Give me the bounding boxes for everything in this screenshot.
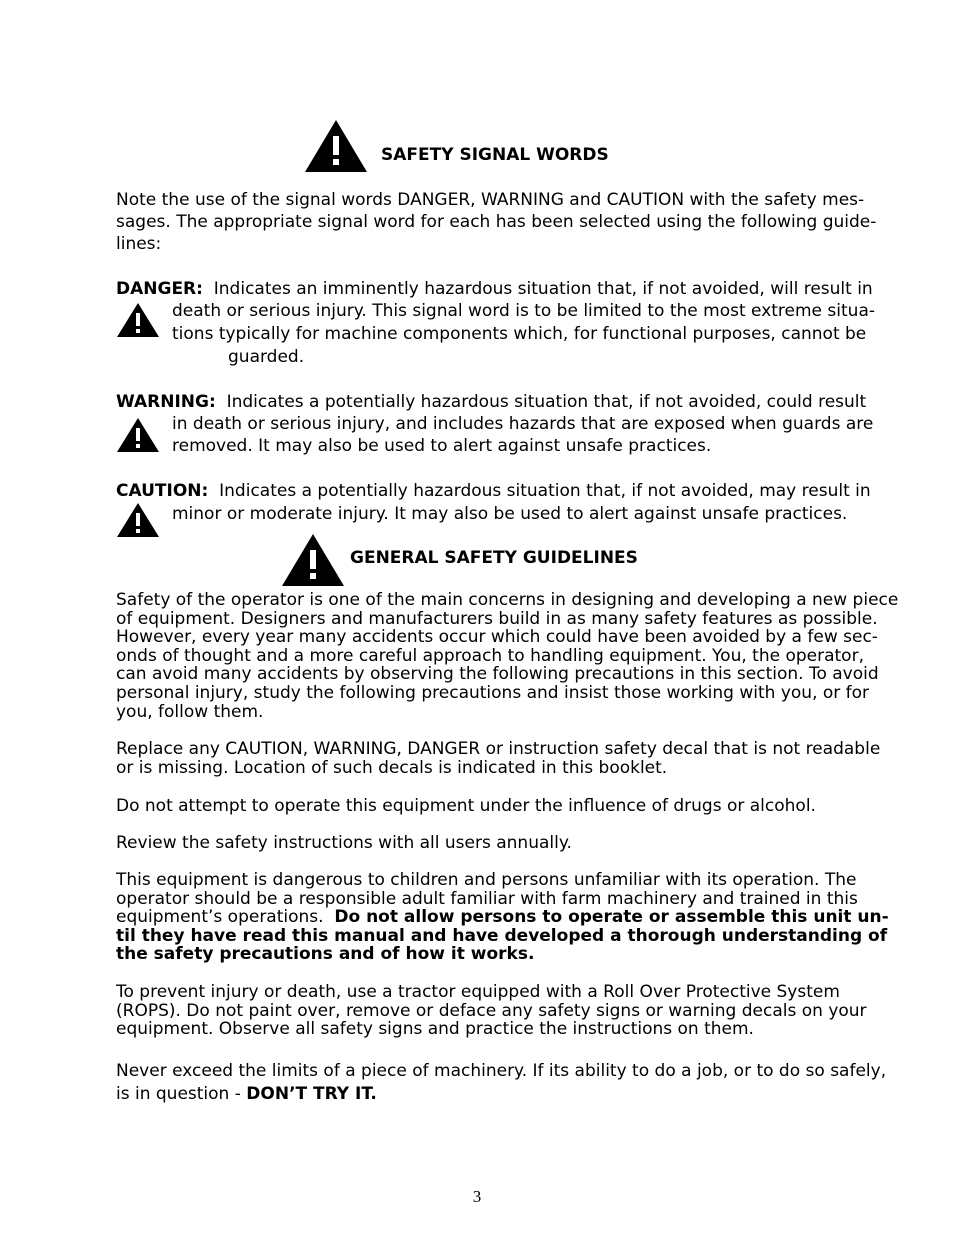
- danger-text: guarded.: [228, 347, 305, 367]
- warning-text: Indicates a potentially hazardous situation that, if not avoided, could result: [215, 392, 867, 412]
- paragraph-text: is in question -: [116, 1084, 247, 1104]
- emphasis-text: DON’T TRY IT.: [246, 1084, 377, 1104]
- paragraph-limits-last-line: [116, 1084, 377, 1104]
- caution-text: minor or moderate injury. It may also be used to alert against unsafe practices.: [172, 504, 848, 524]
- paragraph-line: can avoid many accidents by observing the following precautions in this section. To avoid: [116, 664, 879, 685]
- paragraph-limits: Never exceed the limits of a piece of machinery. If its ability to do a job, or to do so safely,: [116, 1061, 887, 1081]
- paragraph-line: Safety of the operator is one of the main concerns in designing and developing a new piece: [116, 590, 899, 610]
- paragraph-line: operator should be a responsible adult familiar with farm machinery and trained in this: [116, 888, 858, 909]
- paragraph-line: [116, 908, 889, 927]
- intro-line: Note the use of the signal words DANGER, WARNING and CAUTION with the safety mes-: [116, 190, 865, 210]
- warning-first-line: [116, 392, 866, 412]
- paragraph-rops: [116, 983, 867, 1039]
- paragraph-line: equipment. Observe all safety signs and practice the instructions on them.: [116, 1019, 754, 1040]
- intro-line: lines:: [116, 234, 162, 254]
- caution-label: CAUTION:: [116, 481, 209, 501]
- paragraph-review-annually: Review the safety instructions with all users annually.: [116, 833, 572, 853]
- paragraph-line: or is missing. Location of such decals is indicated in this booklet.: [116, 757, 668, 778]
- intro-line: sages. The appropriate signal word for each has been selected using the following guide-: [116, 212, 877, 232]
- paragraph-operator-safety: [116, 591, 898, 721]
- warning-text: in death or serious injury, and includes hazards that are exposed when guards are: [172, 414, 874, 434]
- paragraph-replace-decals: [116, 740, 880, 777]
- paragraph-line: This equipment is dangerous to children and persons unfamiliar with its operation. The: [116, 870, 857, 890]
- danger-text: Indicates an imminently hazardous situation that, if not avoided, will result in: [202, 279, 873, 299]
- emphasis-text: the safety precautions and of how it works.: [116, 944, 535, 965]
- danger-label: DANGER:: [116, 279, 203, 299]
- danger-text: death or serious injury. This signal word is to be limited to the most extreme situa-: [172, 301, 875, 321]
- section-heading-general-safety: GENERAL SAFETY GUIDELINES: [350, 548, 638, 568]
- paragraph-line: of equipment. Designers and manufacturers build in as many safety features as possible.: [116, 608, 878, 629]
- general-safety-warning-icon: [280, 532, 346, 588]
- paragraph-text: equipment’s operations.: [116, 907, 335, 928]
- paragraph-children-warning: [116, 871, 889, 964]
- danger-warning-icon: [116, 302, 160, 338]
- page-number: 3: [472, 1187, 482, 1206]
- paragraph-line: you, follow them.: [116, 701, 264, 722]
- warning-triangle-icon: [303, 118, 369, 174]
- caution-warning-icon: [116, 502, 160, 538]
- paragraph-drugs-alcohol: Do not attempt to operate this equipment under the influence of drugs or alcohol.: [116, 796, 816, 816]
- paragraph-line: (ROPS). Do not paint over, remove or deface any safety signs or warning decals on your: [116, 1000, 867, 1021]
- warning-label: WARNING:: [116, 392, 216, 412]
- section-heading-signal-words: SAFETY SIGNAL WORDS: [381, 145, 609, 165]
- emphasis-text: Do not allow persons to operate or assemble this unit un-: [334, 907, 889, 928]
- paragraph-line: However, every year many accidents occur which could have been avoided by a few sec-: [116, 627, 878, 648]
- caution-text: Indicates a potentially hazardous situation that, if not avoided, may result in: [208, 481, 871, 501]
- danger-first-line: [116, 279, 873, 299]
- danger-text: tions typically for machine components which, for functional purposes, cannot be: [172, 324, 867, 344]
- warning-warning-icon: [116, 417, 160, 453]
- paragraph-line: personal injury, study the following precautions and insist those working with you, or for: [116, 682, 870, 703]
- caution-first-line: [116, 481, 871, 501]
- paragraph-line: To prevent injury or death, use a tractor equipped with a Roll Over Protective System: [116, 982, 840, 1002]
- paragraph-line: onds of thought and a more careful approach to handling equipment. You, the operator,: [116, 645, 864, 666]
- emphasis-text: til they have read this manual and have developed a thorough understanding of: [116, 925, 888, 946]
- paragraph-line: Replace any CAUTION, WARNING, DANGER or instruction safety decal that is not readable: [116, 739, 881, 759]
- warning-text: removed. It may also be used to alert against unsafe practices.: [172, 436, 712, 456]
